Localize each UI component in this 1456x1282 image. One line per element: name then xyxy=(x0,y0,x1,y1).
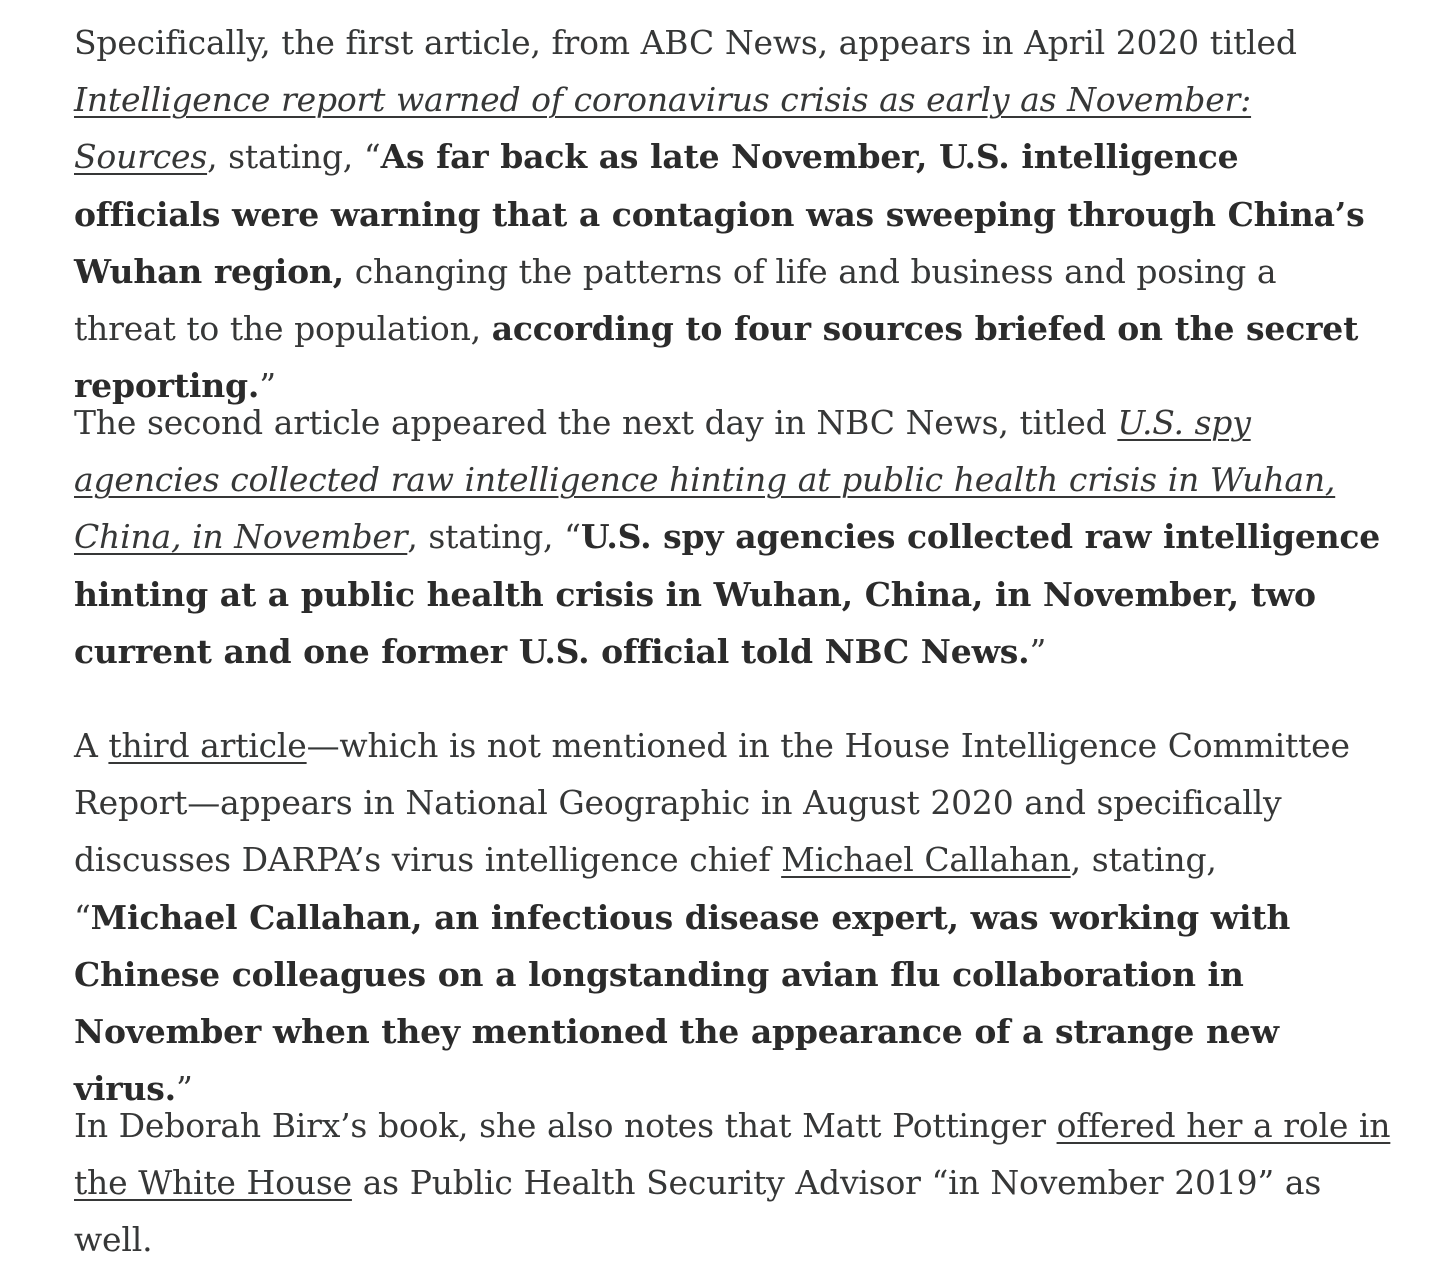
michael-callahan-link[interactable]: Michael Callahan xyxy=(781,840,1071,880)
paragraph-birx-book xyxy=(74,1097,1394,1269)
bold-quote: U.S. spy agencies collected raw intelligence hinting at a public health crisis in Wuhan, China, in November, two current and one former U.S. official told NBC News. xyxy=(74,517,1381,671)
paragraph-national-geographic xyxy=(74,717,1384,1117)
paragraph-nbc-news xyxy=(74,394,1394,680)
text-run: ” xyxy=(259,366,276,406)
text-run: —which is not mentioned in the House Intelligence Committee Report—appears in National Geographic in August 2020 and specifically discusses DARPA’s virus intelligence chief xyxy=(74,726,1350,880)
text-run: changing the patterns of life and business and posing a threat to the population, xyxy=(74,251,1277,349)
text-run: In Deborah Birx’s book, she also notes that Matt Pottinger xyxy=(74,1106,1057,1145)
white-house-role-link[interactable]: offered her a role in the White House xyxy=(74,1106,1391,1203)
text-run: Specifically, the first article, from ABC News, appears in April 2020 titled xyxy=(74,23,1297,62)
text-run: , stating, “ xyxy=(207,137,381,177)
bold-quote: Michael Callahan, an infectious disease expert, was working with Chinese colleagues on a longstanding avian flu collaboration in November when they mentioned the appearance of a strange new virus. xyxy=(74,897,1291,1109)
text-run: ” xyxy=(175,1069,193,1109)
text-run: The second article appeared the next day in NBC News, titled xyxy=(74,403,1118,442)
text-run: A xyxy=(74,726,109,765)
text-run: as Public Health Security Advisor “in November 2019” as well. xyxy=(74,1163,1322,1260)
nbc-news-article-link[interactable]: U.S. spy agencies collected raw intelligence hinting at public health crisis in Wuhan, China, in November xyxy=(74,403,1336,557)
text-run: , stating, “ xyxy=(407,517,581,557)
text-run: , stating, “ xyxy=(74,840,1217,937)
bold-quote: according to four sources briefed on the secret reporting. xyxy=(74,309,1359,406)
paragraph-abc-news xyxy=(74,14,1384,414)
third-article-link[interactable]: third article xyxy=(108,726,307,765)
bold-quote: As far back as late November, U.S. intelligence officials were warning that a contagion was sweeping through China’s Wuhan region, xyxy=(74,137,1365,291)
abc-news-article-link[interactable]: Intelligence report warned of coronavirus crisis as early as November: Sources xyxy=(74,80,1252,177)
text-run: ” xyxy=(1029,631,1047,671)
